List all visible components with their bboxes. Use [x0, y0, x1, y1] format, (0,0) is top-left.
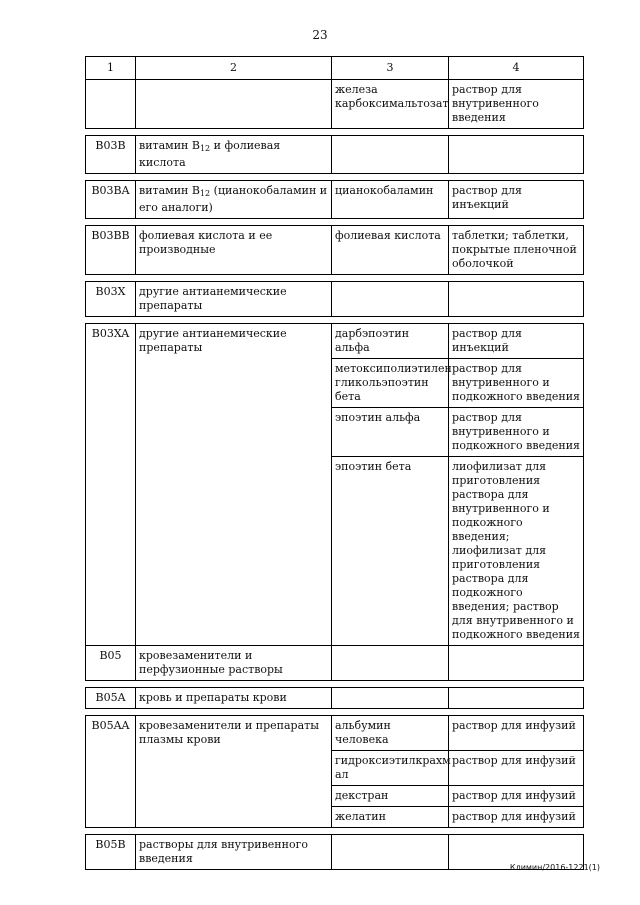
dosage-form-cell: таблетки; таблетки, покрытые пленочной оболочкой	[449, 226, 584, 275]
inn-cell	[332, 835, 449, 870]
code-cell: B03BA	[86, 181, 136, 219]
page-number: 23	[312, 28, 328, 42]
dosage-form-cell: раствор для инфузий	[449, 751, 584, 786]
code-cell: B05AA	[86, 716, 136, 828]
inn-cell: фолиевая кислота	[332, 226, 449, 275]
dosage-form-cell: раствор для внутривенного введения	[449, 80, 584, 129]
inn-cell: железа карбоксимальтозат	[332, 80, 449, 129]
dosage-form-cell: раствор для инфузий	[449, 786, 584, 807]
header-col-2: 2	[136, 57, 332, 80]
code-cell: B05B	[86, 835, 136, 870]
table-row	[86, 282, 584, 317]
inn-cell	[332, 282, 449, 317]
inn-cell: дарбэпоэтин альфа	[332, 324, 449, 359]
inn-cell	[332, 136, 449, 174]
dosage-form-cell	[449, 282, 584, 317]
group-name-cell: другие антианемические препараты	[136, 282, 332, 317]
table-header-row	[86, 57, 584, 80]
dosage-form-cell	[449, 688, 584, 709]
inn-cell: гидроксиэтилкрахм ал	[332, 751, 449, 786]
dosage-form-cell: раствор для инфузий	[449, 716, 584, 751]
inn-cell: альбумин человека	[332, 716, 449, 751]
code-cell: B03B	[86, 136, 136, 174]
table-row	[86, 136, 584, 174]
header-col-4: 4	[449, 57, 584, 80]
code-cell: B03XA	[86, 324, 136, 646]
group-name-cell	[136, 80, 332, 129]
drug-table	[85, 56, 584, 870]
group-name-cell: другие антианемические препараты	[136, 324, 332, 646]
dosage-form-cell: раствор для внутривенного и подкожного введения	[449, 408, 584, 457]
code-cell	[86, 80, 136, 129]
group-name-cell: кровезаменители и препараты плазмы крови	[136, 716, 332, 828]
document-footer: Климин/2016-1221(1)	[509, 863, 600, 872]
group-name-cell: витамин $B_{12}$ (цианокобаламин и его аналоги)	[136, 181, 332, 219]
inn-cell: метоксиполиэтилен гликольэпоэтин бета	[332, 359, 449, 408]
table-row	[86, 688, 584, 709]
dosage-form-cell: раствор для внутривенного и подкожного введения	[449, 359, 584, 408]
inn-cell	[332, 688, 449, 709]
inn-cell: желатин	[332, 807, 449, 828]
table-row	[86, 324, 584, 359]
table-row	[86, 181, 584, 219]
dosage-form-cell: лиофилизат для приготовления раствора для внутривенного и подкожного введения; лиофилизат для приготовления раствора для подкожного введения; раствор для внутривенного и подкожного введения	[449, 457, 584, 646]
dosage-form-cell	[449, 646, 584, 681]
dosage-form-cell: раствор для инъекций	[449, 181, 584, 219]
group-name-cell: кровь и препараты крови	[136, 688, 332, 709]
inn-cell: цианокобаламин	[332, 181, 449, 219]
group-name-cell: кровезаменители и перфузионные растворы	[136, 646, 332, 681]
inn-cell: эпоэтин бета	[332, 457, 449, 646]
table-row	[86, 646, 584, 681]
code-cell: B03X	[86, 282, 136, 317]
table-row	[86, 716, 584, 751]
header-col-3: 3	[332, 57, 449, 80]
inn-cell: эпоэтин альфа	[332, 408, 449, 457]
group-name-cell: растворы для внутривенного введения	[136, 835, 332, 870]
table-row	[86, 835, 584, 870]
inn-cell: декстран	[332, 786, 449, 807]
code-cell: B03BB	[86, 226, 136, 275]
code-cell: B05	[86, 646, 136, 681]
dosage-form-cell: раствор для инфузий	[449, 807, 584, 828]
dosage-form-cell	[449, 136, 584, 174]
header-col-1: 1	[86, 57, 136, 80]
code-cell: B05A	[86, 688, 136, 709]
inn-cell	[332, 646, 449, 681]
dosage-form-cell: раствор для инъекций	[449, 324, 584, 359]
group-name-cell: фолиевая кислота и ее производные	[136, 226, 332, 275]
group-name-cell: витамин $B_{12}$ и фолиевая кислота	[136, 136, 332, 174]
table-row	[86, 80, 584, 129]
table-row	[86, 226, 584, 275]
